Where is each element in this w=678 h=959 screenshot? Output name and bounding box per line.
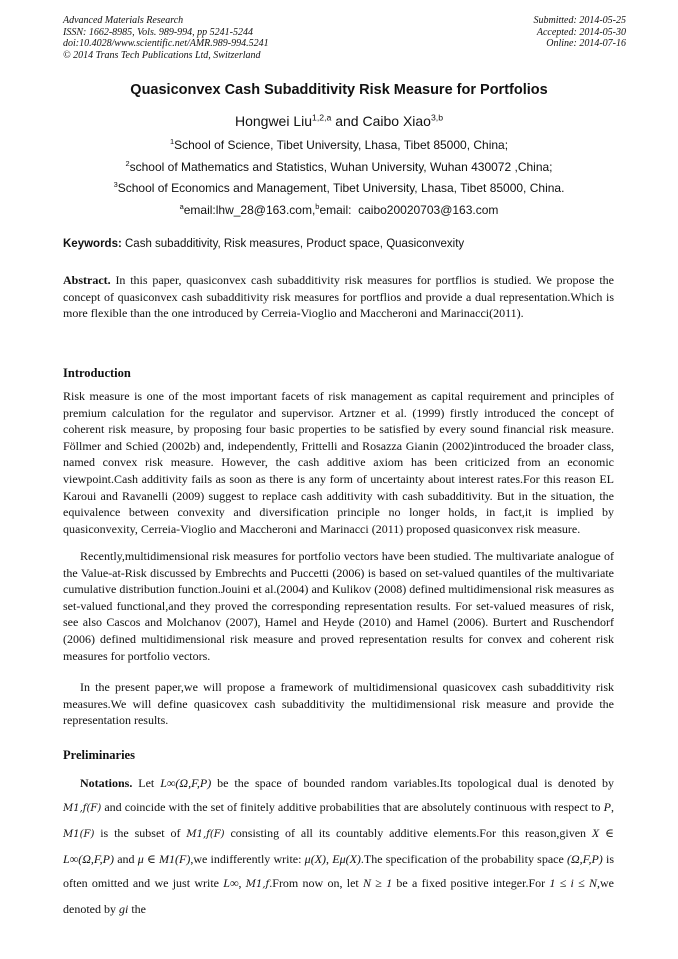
- math-mu-in-m1: μ ∈ M1(F): [137, 852, 191, 866]
- accepted-date: Accepted: 2014-05-30: [536, 26, 626, 38]
- math-x-in-linf: X ∈ L∞(Ω,F,P): [63, 826, 614, 866]
- notations-text: ,we indifferently write:: [190, 852, 305, 866]
- author-1-affil: 1,2,a: [312, 112, 332, 123]
- math-mu-x: μ(X): [304, 852, 327, 866]
- keywords: [63, 238, 623, 250]
- notations-text: ,: [238, 876, 246, 890]
- author-conjunction: and: [331, 113, 363, 129]
- journal-header-left: [63, 15, 269, 61]
- math-m1f: M1,f(F): [186, 829, 225, 840]
- email-a: email:lhw_28@163.com,: [183, 203, 316, 217]
- introduction-paragraph-3: In the present paper,we will propose a framework of multidimensional quasicovex cash subadditivity risk measures.We will define quasicovex cash subadditivity the multidimensional risk measure and provide the representation results.: [63, 680, 614, 728]
- notations-paragraph: [63, 771, 614, 921]
- affiliation-3: [0, 181, 678, 195]
- author-2: Caibo Xiao: [362, 113, 431, 129]
- affiliation-1: [0, 138, 678, 152]
- doi-line: doi:10.4028/www.scientific.net/AMR.989-994.5241: [63, 38, 269, 49]
- notations-text: is the subset of: [94, 826, 187, 840]
- math-g-i: gi: [119, 902, 129, 916]
- affiliation-3-marker: 3: [113, 180, 118, 189]
- journal-header-right: [534, 15, 627, 50]
- notations-text: ,: [326, 852, 333, 866]
- affiliation-2-marker: 2: [125, 159, 130, 168]
- email-a-marker: a: [179, 202, 184, 211]
- notations-text: be a fixed positive integer.For: [392, 876, 550, 890]
- introduction-paragraph-2: Recently,multidimensional risk measures for portfolio vectors have been studied. The multivariate analogue of the Value-at-Risk discussed by Embrechts and Puccetti (2006) is based on set-valued quantiles of the multivariate cumulative distribution function.Jouini et al.(2004) and Kulikov (2008) defined multidimensional risk measures as set-valued functional,and they proved the corresponding representation results. For set-valued measures of risk, see also Cascos and Molchanov (2007), Hamel and Heyde (2010) and Hamel (2006). Burtert and Ruschendorf (2006) defined multidimensional risk measure and proved representation results for convex and coherent risk measures for portfolio vectors.: [63, 549, 614, 663]
- abstract: [63, 272, 614, 322]
- author-1: Hongwei Liu: [234, 113, 313, 129]
- author-2-affil: 3,b: [430, 112, 444, 123]
- math-n-geq-1: N ≥ 1: [363, 876, 393, 890]
- notations-text: ,: [611, 800, 614, 814]
- notations-text: be the space of bounded random variables.Its topological dual is denoted by: [211, 776, 614, 790]
- abstract-label: Abstract.: [63, 273, 111, 287]
- issn-line: ISSN: 1662-8985, Vols. 989-994, pp 5241-5244: [63, 26, 253, 38]
- notations-text: Let: [132, 776, 161, 790]
- math-probability-space: (Ω,F,P): [567, 852, 603, 866]
- author-line: [0, 113, 678, 129]
- math-e-mu-x: Eμ(X): [332, 852, 361, 866]
- abstract-text: In this paper, quasiconvex cash subadditivity risk measures for portflios is studied. We propose the concept of quasiconvex cash subadditivity risk measures for portflios and provide a dual representation.Which is more flexible than the one introduced by Cerreia-Vioglio and Maccheroni and Marinacci(2011).: [63, 273, 614, 321]
- affiliation-2-text: school of Mathematics and Statistics, Wuhan University, Wuhan 430072 ,China;: [129, 160, 553, 174]
- notations-text: .From now on, let: [269, 876, 364, 890]
- affiliation-3-text: School of Economics and Management, Tibet University, Lhasa, Tibet 85000, China.: [117, 181, 565, 195]
- math-linf: L∞: [223, 876, 239, 890]
- affiliation-1-marker: 1: [169, 137, 175, 146]
- notations-text: the: [128, 902, 147, 916]
- math-m1: M1(F): [63, 829, 95, 840]
- journal-name: Advanced Materials Research: [63, 15, 184, 26]
- introduction-heading: Introduction: [63, 366, 131, 380]
- email-b: email: caibo20020703@163.com: [319, 203, 499, 217]
- notations-text: and coincide with the set of finitely additive probabilities that are absolutely continuous with respect to: [101, 800, 604, 814]
- math-p: P: [603, 800, 611, 814]
- paper-title: Quasiconvex Cash Subadditivity Risk Measure for Portfolios: [130, 82, 548, 98]
- copyright-line: © 2014 Trans Tech Publications Ltd, Switzerland: [63, 49, 261, 61]
- math-m1f: M1,f: [245, 879, 270, 890]
- math-i-range: 1 ≤ i ≤ N: [549, 876, 598, 890]
- affiliation-2: [0, 160, 678, 174]
- affiliation-1-text: School of Science, Tibet University, Lhasa, Tibet 85000, China;: [174, 138, 509, 152]
- introduction-paragraph-1: Risk measure is one of the most important facets of risk management as capital requirement and principles of premium calculation for the regulator and supervisor. Artzner et al. (1999) firstly introduced the concept of coherent risk measure, by proposing four basic properties to be satisfied by every sound financial risk measure. Föllmer and Schied (2002b) and, independently, Frittelli and Rosazza Gianin (2002)introduced the broader class, named convex risk measure. However, the cash additive axiom has been criticized from an economic viewpoint.Cash additivity fails as soon as there is any form of uncertainty about interest rates.For this reason EL Karoui and Ravanelli (2009) suggest to replace cash additivity with cash subadditivity. But in the situation, the equivalence between convexity and diversification principle no longer holds, in fact,it is implied by quasiconvexity, Cerreia-Vioglio and Maccheroni and Marinacci (2011) proposed quasiconvex risk measure.: [63, 389, 614, 536]
- online-date: Online: 2014-07-16: [546, 38, 626, 49]
- notations-text: ,we denoted by: [63, 876, 615, 916]
- preliminaries-heading: Preliminaries: [63, 748, 135, 762]
- emails: [0, 203, 678, 217]
- math-linf-space: L∞(Ω,F,P): [160, 776, 212, 790]
- notations-text: consisting of all its countably additive elements.For this reason,given: [224, 826, 592, 840]
- email-b-marker: b: [315, 202, 320, 211]
- notations-text: is often omitted and we just write: [63, 852, 614, 890]
- notations-text: and: [114, 852, 138, 866]
- math-m1f: M1,f(F): [63, 803, 102, 814]
- keywords-text: Cash subadditivity, Risk measures, Product space, Quasiconvexity: [121, 238, 465, 250]
- submitted-date: Submitted: 2014-05-25: [533, 15, 626, 26]
- notations-label: Notations.: [80, 776, 133, 790]
- keywords-label: Keywords:: [63, 238, 122, 250]
- notations-text: .The specification of the probability space: [360, 852, 567, 866]
